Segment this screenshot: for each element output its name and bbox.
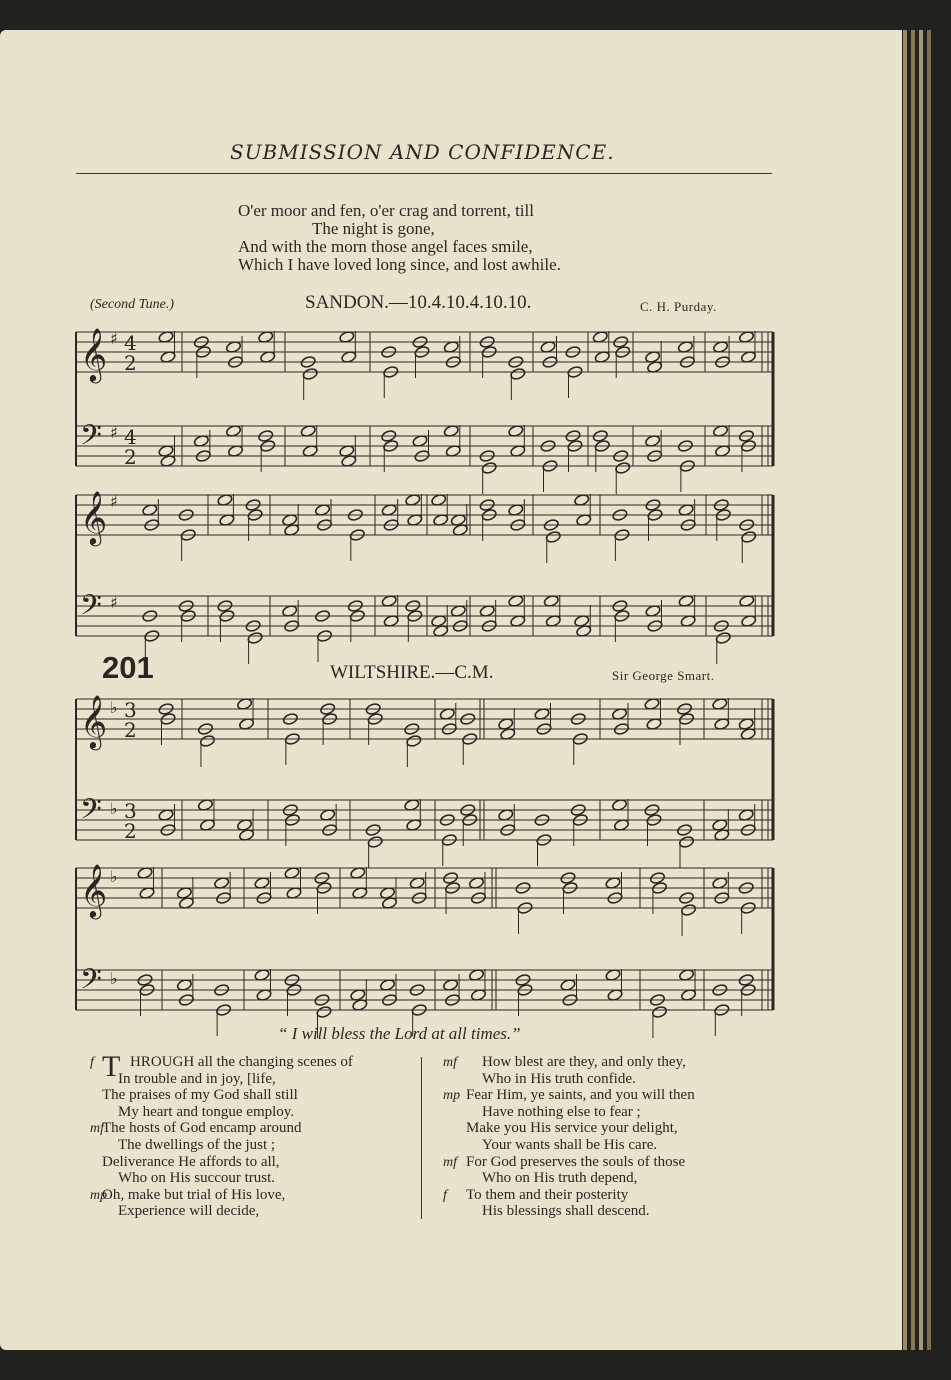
column-divider [421,1057,422,1219]
note-head [545,530,561,543]
hymn-line: Make you His service your delight, [466,1120,678,1137]
tune-composer: C. H. Purday. [640,299,717,314]
hymn-line: Deliverance He affords to all, [102,1153,280,1170]
note-head [199,734,215,747]
note-head [406,734,422,747]
time-signature-lower: 2 [124,718,137,742]
treble-clef: 𝄞 [80,694,108,748]
verse-line: Which I have loved long since, and lost awhile. [238,255,561,274]
dynamic-mark: mp [443,1088,461,1104]
running-head: SUBMISSION AND CONFIDENCE. [230,140,615,164]
bass-clef: 𝄢 [80,589,102,629]
dynamic-mark: f [443,1187,447,1203]
note-head [715,631,731,644]
note-head [741,530,757,543]
sharp-sign: ♯ [110,329,118,348]
bass-clef: 𝄢 [80,419,102,459]
hymn-line: For God preserves the souls of those [466,1153,686,1170]
time-signature-lower: 2 [124,445,137,469]
flat-sign: ♭ [110,867,118,886]
treble-clef: 𝄞 [80,863,108,917]
hymn-line: Who on His succour trust. [118,1170,276,1187]
drop-cap: T [102,1050,121,1083]
note-head [367,835,383,848]
sharp-sign: ♯ [110,423,118,442]
time-signature-upper: 4 [124,425,137,449]
flat-sign: ♭ [110,799,118,818]
hymn-line: Experience will decide, [118,1203,260,1220]
hymn-line: To them and their posterity [466,1186,629,1203]
time-signature-upper: 3 [124,799,137,823]
treble-clef: 𝄞 [80,490,108,544]
flat-sign: ♭ [110,698,118,717]
sharp-sign: ♯ [110,593,118,612]
treble-clef: 𝄞 [80,327,108,381]
note-head [678,835,694,848]
note-head [481,461,497,474]
tune-title: SANDON.—10.4.10.4.10.10. [305,292,532,313]
hymn-line: Your wants shall be His care. [482,1137,658,1153]
hymn-line: In trouble and in joy, [life, [118,1070,276,1087]
dynamic-mark: f [90,1055,94,1070]
note-head [247,631,263,644]
tune-composer: Sir George Smart. [612,668,715,683]
note-head [302,367,318,380]
bass-clef: 𝄢 [80,793,102,833]
time-signature-upper: 3 [124,698,137,722]
note-head [615,461,631,474]
flat-sign: ♭ [110,969,118,988]
hymn-line: How blest are they, and only they, [482,1054,686,1070]
hymn-line: Oh, make but trial of His love, [102,1186,286,1203]
hymn-line: HROUGH all the changing scenes of [130,1054,353,1070]
verse-line: O'er moor and fen, o'er crag and torrent, till [238,201,534,220]
hymn-line: The dwellings of the just ; [118,1137,276,1153]
hymn-line: The hosts of God encamp around [102,1120,302,1137]
hymn-line: My heart and tongue employ. [118,1103,295,1120]
dynamic-mark: mf [443,1154,457,1170]
note-head [680,903,696,916]
hymn-number: 201 [102,650,154,685]
time-signature-upper: 4 [124,331,137,355]
hymn-line: Who on His truth depend, [482,1170,638,1187]
hymn-motto: “ I will bless the Lord at all times.” [278,1024,521,1043]
verse-line: The night is gone, [312,219,435,238]
time-signature-lower: 2 [124,819,137,843]
hymn-line: Who in His truth confide. [482,1070,636,1087]
dynamic-mark: mf [443,1055,457,1070]
hymn-line: The praises of my God shall still [102,1087,298,1104]
tune-title: WILTSHIRE.—C.M. [330,662,494,683]
note-head [651,1005,667,1018]
note-head [510,367,526,380]
sharp-sign: ♯ [110,492,118,511]
hymn-line: Have nothing else to fear ; [482,1103,641,1120]
dynamic-mark: mf [90,1121,104,1137]
bass-clef: 𝄢 [80,963,102,1003]
tune-label: (Second Tune.) [90,297,174,312]
hymn-line: His blessings shall descend. [482,1203,650,1220]
dynamic-mark: mp [90,1187,108,1203]
hymn-line: Fear Him, ye saints, and you will then [466,1087,695,1104]
verse-line: And with the morn those angel faces smile, [238,237,533,256]
time-signature-lower: 2 [124,351,137,375]
note-head [316,1005,332,1018]
